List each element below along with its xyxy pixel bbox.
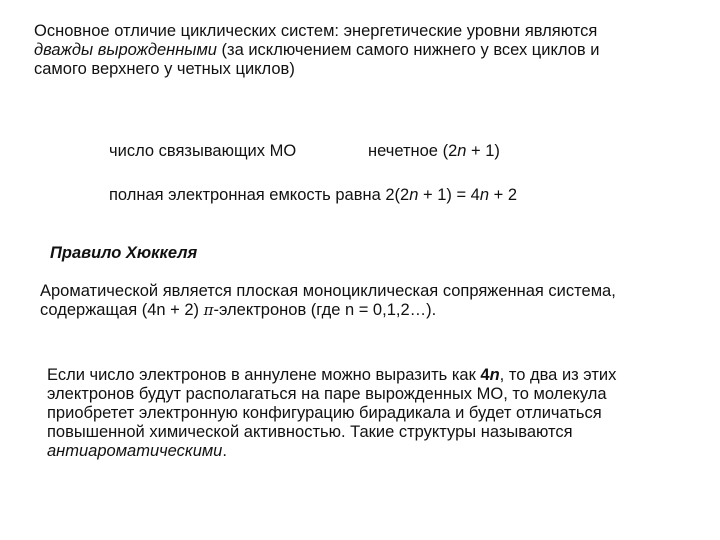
rule-line-2-prefix: содержащая (4n + 2) [40,301,204,319]
antiaromatic-line-1-prefix: Если число электронов в аннулене можно выразить как [47,366,481,384]
bonding-value-n: n [457,142,467,160]
capacity-middle: + 1) = 4 [418,186,480,204]
huckel-rule-title: Правило Хюккеля [50,244,198,262]
capacity-n-2: n [479,186,490,204]
capacity-n-1: n [409,186,419,204]
antiaromatic-n: n [489,366,500,384]
antiaromatic-line-2: электронов будут располагаться на паре вырожденных МО, то молекула [47,385,607,403]
antiaromatic-line-4: повышенной химической активностью. Такие структуры называются [47,423,573,441]
intro-emphasis: дважды вырожденными [34,41,217,59]
huckel-rule-text [40,282,616,320]
capacity-suffix: + 2 [489,186,518,204]
rule-line-1: Ароматической является плоская моноциклическая сопряженная система, [40,282,616,300]
bonding-mo-label: число связывающих МО [109,142,297,160]
electron-capacity-formula [109,186,517,205]
antiaromatic-line-1 [47,366,616,385]
antiaromatic-period: . [222,442,227,460]
intro-paragraph [34,22,599,79]
intro-line-2 [34,41,599,60]
capacity-prefix: полная электронная емкость равна 2(2 [109,186,410,204]
intro-line-1: Основное отличие циклических систем: энергетические уровни являются [34,22,598,40]
antiaromatic-line-1-suffix: , то два из этих [499,366,617,384]
bonding-value-prefix: нечетное (2 [368,142,458,160]
bonding-mo-row [109,142,500,161]
antiaromatic-term: антиароматическими [47,442,223,460]
bonding-mo-value [368,142,500,160]
antiaromatic-line-3: приобретет электронную конфигурацию бирадикала и будет отличаться [47,404,602,422]
intro-line-3: самого верхнего у четных циклов) [34,60,295,78]
rule-line-2 [40,301,616,320]
antiaromatic-paragraph [47,366,616,461]
rule-line-2-suffix: -электронов (где n = 0,1,2…). [213,301,437,319]
antiaromatic-4: 4 [480,366,490,384]
pi-symbol: π [203,301,214,319]
intro-line-2-text: (за исключением самого нижнего у всех циклов и [216,41,600,59]
bonding-value-suffix: + 1) [466,142,500,160]
antiaromatic-line-5 [47,442,616,461]
